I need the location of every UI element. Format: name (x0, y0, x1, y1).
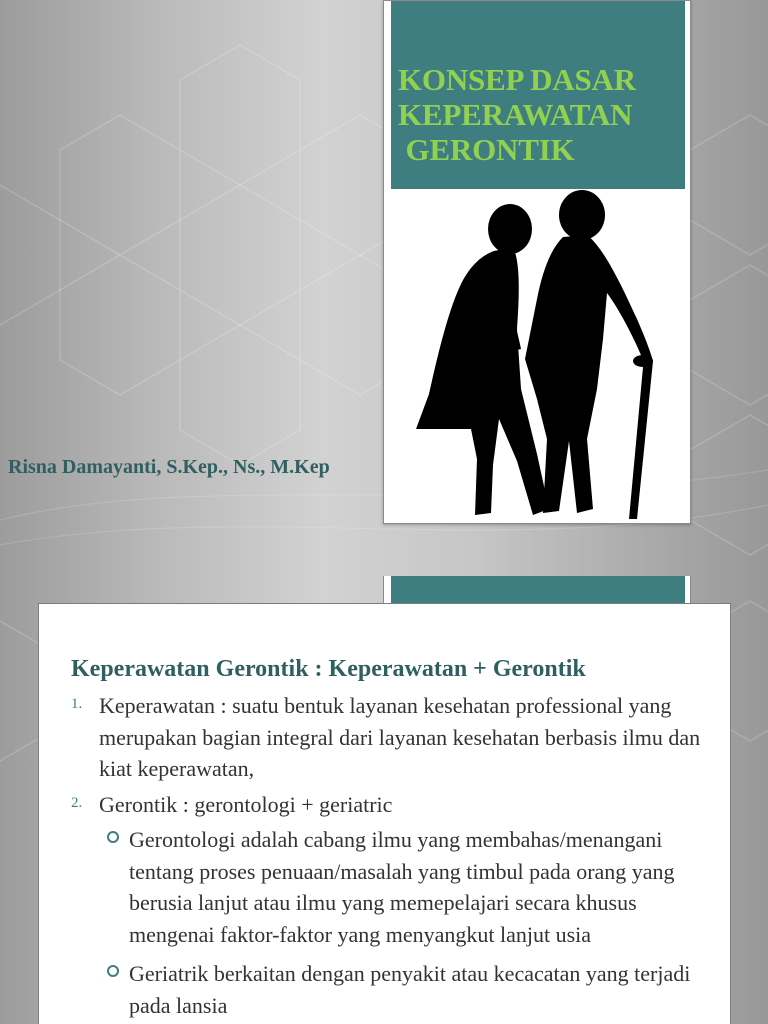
content-slide (0, 576, 768, 1024)
numbered-list (71, 690, 721, 1024)
list-item-text: Keperawatan : suatu bentuk layanan kesehatan professional yang merupakan bagian integral dari layanan kesehatan berbasis ilmu dan kiat keperawatan, (99, 693, 701, 781)
title-card (383, 0, 691, 524)
list-item-text: Gerontik : gerontologi + geriatric (99, 791, 393, 817)
circle-bullet-icon (107, 965, 119, 977)
list-number: 1. (71, 696, 83, 712)
list-number: 2. (71, 794, 83, 811)
elderly-couple-walking-icon (391, 189, 685, 519)
list-item (71, 789, 721, 821)
author-name: Risna Damayanti, S.Kep., Ns., M.Kep (8, 456, 330, 478)
presentation-title: KONSEP DASAR KEPERAWATAN GERONTIK (398, 62, 636, 167)
sub-list-item (71, 958, 721, 1021)
content-box (38, 603, 731, 1024)
slide-heading: Keperawatan Gerontik : Keperawatan + Gerontik (71, 656, 586, 682)
sub-list-item-text: Geriatrik berkaitan dengan penyakit atau kecacatan yang terjadi pada lansia (129, 961, 691, 1018)
sub-list-item (71, 824, 721, 950)
sub-list-item-text: Gerontologi adalah cabang ilmu yang membahas/menangani tentang proses penuaan/masalah yang timbul pada orang yang berusia lanjut atau ilmu yang memepelajari secara khusus mengenai faktor-faktor yang menyangkut lanjut usia (129, 827, 675, 947)
circle-bullet-icon (107, 831, 119, 843)
list-item (71, 690, 721, 785)
